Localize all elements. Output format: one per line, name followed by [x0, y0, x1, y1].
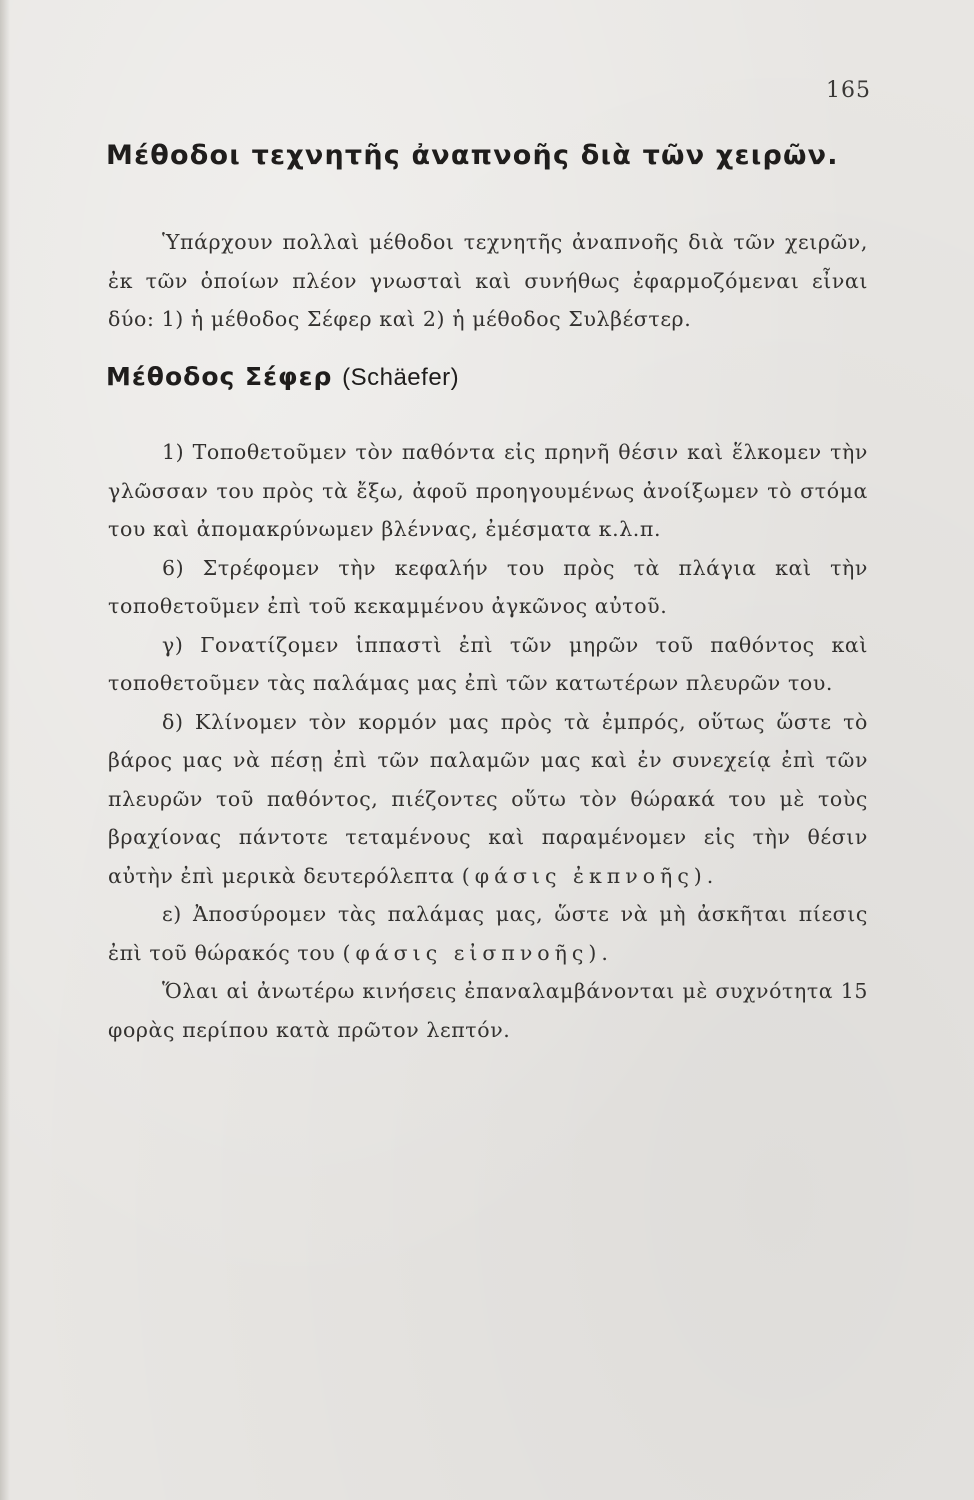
step-1: 1) Τοποθετοῦμεν τὸν παθόντα εἰς πρηνῆ θέσιν καὶ ἕλκομεν τὴν γλῶσσαν του πρὸς τὰ ἔξω, ἀφοῦ προηγουμένως ἀνοίξωμεν τὸ στόμα του καὶ ἀπομακρύνωμεν βλέννας, ἐμέσματα κ.λ.π. — [108, 440, 868, 541]
steps-block — [108, 433, 868, 1049]
step-c: γ) Γονατίζομεν ἱππαστὶ ἐπὶ τῶν μηρῶν τοῦ παθόντος καὶ τοποθετοῦμεν τὰς παλάμας μας ἐπὶ τῶν κατωτέρων πλευρῶν του. — [108, 632, 868, 695]
step-d — [108, 703, 868, 896]
intro-paragraph-block — [108, 223, 868, 339]
step-d-text: δ) Κλίνομεν τὸν κορμόν μας πρὸς τὰ ἐμπρός, οὕτως ὥστε τὸ βάρος μας νὰ πέσῃ ἐπὶ τῶν παλαμῶν μας καὶ ἐν συνεχείᾳ ἐπὶ τῶν πλευρῶν τοῦ παθόντος, πιέζοντες οὕτω τὸν θώρακά του μὲ τοὺς βραχίονας πάντοτε τεταμένους καὶ παραμένομεν εἰς τὴν θέσιν αὐτὴν ἐπὶ μερικὰ δευτερόλεπτα — [108, 709, 868, 888]
step-b: 6) Στρέφομεν τὴν κεφαλήν του πρὸς τὰ πλάγια καὶ τὴν τοποθετοῦμεν ἐπὶ τοῦ κεκαμμένου ἀγκῶνος αὐτοῦ. — [108, 555, 868, 618]
closing-paragraph: Ὅλαι αἱ ἀνωτέρω κινήσεις ἐπαναλαμβάνονται μὲ συχνότητα 15 φορὰς περίπου κατὰ πρῶτον λεπτόν. — [108, 979, 868, 1042]
section-title-greek: Μέθοδος Σέφερ — [106, 362, 333, 391]
binding-gutter — [0, 0, 10, 1500]
intro-paragraph: Ὑπάρχουν πολλαὶ μέθοδοι τεχνητῆς ἀναπνοῆς διὰ τῶν χειρῶν, ἐκ τῶν ὁποίων πλέον γνωσταὶ καὶ συνήθως ἐφαρμοζόμεναι εἶναι δύο: 1) ἡ μέθοδος Σέφερ καὶ 2) ἡ μέθοδος Συλβέστερ. — [108, 230, 868, 331]
step-e-phase: (φάσις εἰσπνοῆς). — [342, 940, 613, 965]
chapter-title: Μέθοδοι τεχνητῆς ἀναπνοῆς διὰ τῶν χειρῶν. — [106, 140, 839, 171]
section-title — [106, 362, 459, 392]
step-d-phase: (φάσις ἐκπνοῆς). — [461, 863, 719, 888]
section-title-latin: (Schäefer) — [342, 364, 460, 391]
step-e — [108, 895, 868, 972]
step-e-text: ε) Ἀποσύρομεν τὰς παλάμας μας, ὥστε νὰ μὴ ἀσκῆται πίεσις ἐπὶ τοῦ θώρακός του — [108, 902, 868, 965]
page-number: 165 — [826, 78, 871, 103]
